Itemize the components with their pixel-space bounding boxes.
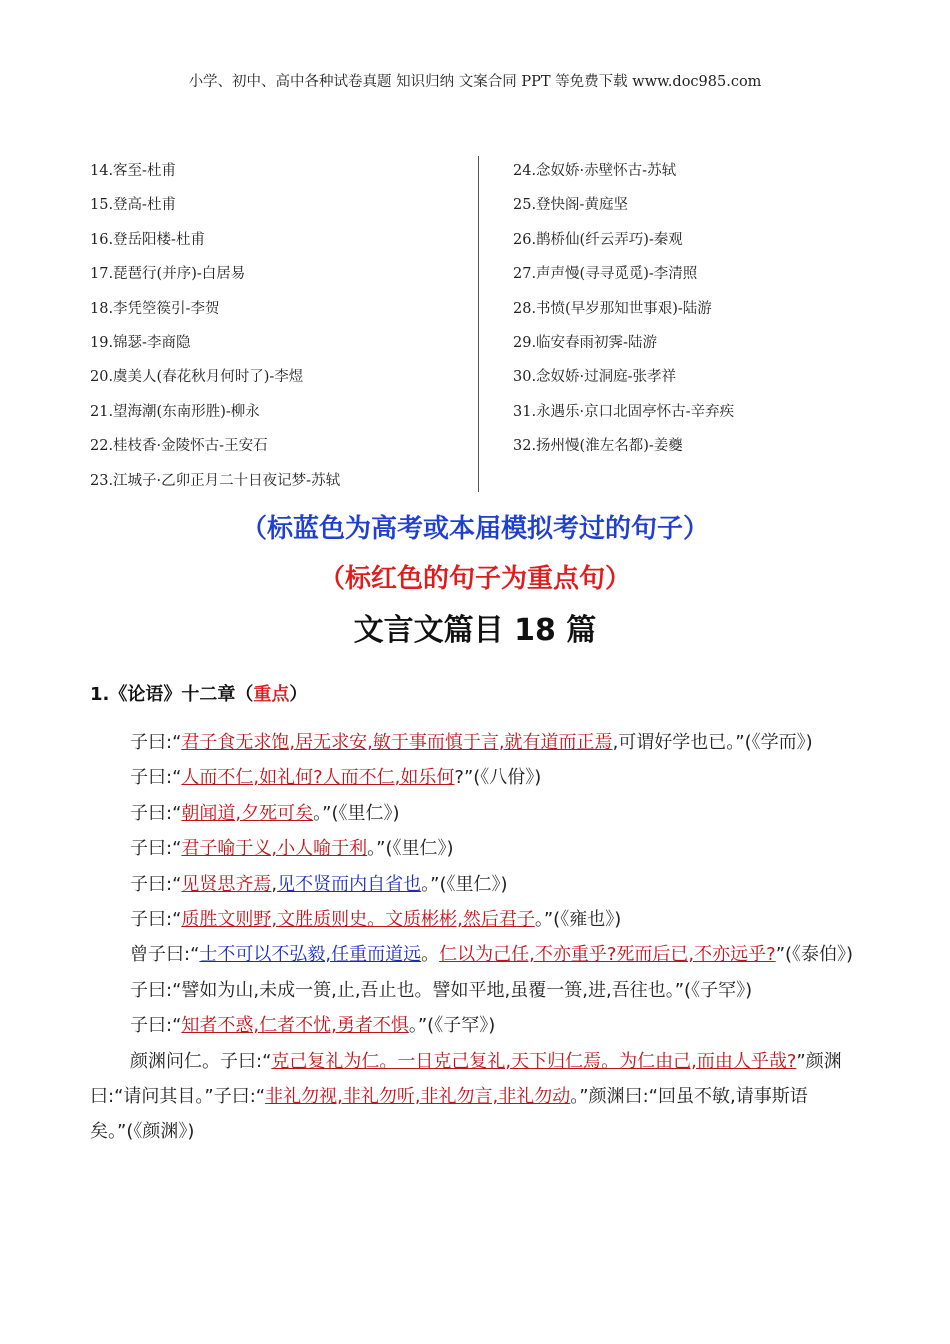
lunyu-title: 1.《论语》十二章（	[90, 684, 254, 705]
poem-item: 16.登岳阳楼-杜甫	[90, 231, 205, 248]
text-segment: 子曰:“	[130, 1015, 182, 1037]
poem-item: 25.登快阁-黄庭坚	[513, 197, 628, 214]
section-title: 文言文篇目 18 篇	[353, 613, 597, 648]
poem-item: 17.琵琶行(并序)-白居易	[90, 266, 246, 283]
paragraph	[90, 725, 868, 760]
text-segment: 。	[421, 944, 440, 966]
poem-item: 26.鹊桥仙(纤云弄巧)-秦观	[513, 231, 683, 248]
key-sentence-red: 见贤思齐焉	[181, 873, 272, 895]
text-segment: 。”(《里仁》)	[421, 873, 508, 895]
note-red: （标红色的句子为重点句）	[318, 564, 631, 594]
text-segment: 子曰:“	[130, 909, 182, 931]
poem-item: 30.念奴娇·过洞庭-张孝祥	[513, 369, 677, 386]
text-segment: ,可谓好学也已。”(《学而》)	[612, 732, 813, 753]
poem-item: 21.望海潮(东南形胜)-柳永	[90, 403, 260, 420]
key-sentence-red: 非礼勿视,非礼勿听,非礼勿言,非礼勿动	[265, 1086, 571, 1108]
paragraph	[90, 973, 868, 1008]
poem-item: 14.客至-杜甫	[90, 163, 176, 179]
lunyu-close: ）	[289, 684, 308, 705]
paragraph	[90, 867, 868, 902]
exam-sentence-blue: 见不贤而内自省也	[277, 873, 422, 895]
paragraph	[90, 937, 868, 972]
key-sentence-red: 质胜文则野,文胜质则史。文质彬彬,然后君子	[181, 909, 535, 931]
poem-item: 24.念奴娇·赤壁怀古-苏轼	[513, 163, 677, 179]
text-segment: 。”(《里仁》)	[367, 838, 454, 860]
text-segment: 子曰:“譬如为山,未成一篑,止,吾止也。譬如平地,虽覆一篑,进,吾往也。”(《子罕》)	[130, 979, 753, 1001]
lunyu-text	[90, 725, 868, 1150]
poem-item: 28.书愤(早岁那知世事艰)-陆游	[513, 300, 712, 317]
text-segment: 子曰:“	[130, 873, 182, 895]
key-sentence-red: 人而不仁,如礼何?人而不仁,如乐何	[181, 767, 455, 789]
poem-item: 31.永遇乐·京口北固亭怀古-辛弃疾	[513, 403, 735, 420]
poem-list-right	[513, 158, 734, 468]
poem-item: 22.桂枝香·金陵怀古-王安石	[90, 438, 268, 455]
poem-item: 18.李凭箜篌引-李贺	[90, 300, 220, 317]
poem-item: 19.锦瑟-李商隐	[90, 334, 191, 351]
paragraph	[90, 796, 868, 831]
paragraph	[90, 902, 868, 937]
poem-item: 32.扬州慢(淮左名都)-姜夔	[513, 438, 683, 455]
text-segment: 。”(《雍也》)	[534, 909, 622, 931]
text-segment: ”(《泰伯》)	[775, 944, 854, 966]
paragraph	[90, 1008, 868, 1043]
text-segment: 子曰:“	[130, 767, 182, 789]
paragraph	[90, 1044, 868, 1150]
poem-list-left	[90, 158, 340, 502]
text-segment: 子曰:“	[130, 732, 182, 753]
key-sentence-red: 知者不惑,仁者不忧,勇者不惧	[181, 1015, 409, 1037]
poem-item: 15.登高-杜甫	[90, 197, 176, 214]
text-segment: 。”(《子罕》)	[408, 1015, 496, 1037]
key-sentence-red: 克己复礼为仁。一日克己复礼,天下归仁焉。为仁由己,而由人乎哉?	[271, 1050, 797, 1072]
page-header: 小学、初中、高中各种试卷真题 知识归纳 文案合同 PPT 等免费下载 www.doc985.com	[188, 74, 762, 90]
text-segment: ?”(《八佾》)	[454, 767, 542, 789]
key-tag: 重点	[253, 684, 290, 705]
poem-item: 27.声声慢(寻寻觅觅)-李清照	[513, 266, 698, 283]
poem-item: 29.临安春雨初霁-陆游	[513, 334, 657, 351]
exam-sentence-blue: 士不可以不弘毅,任重而道远	[199, 944, 422, 966]
column-divider	[478, 156, 479, 492]
text-segment: ,	[271, 873, 278, 895]
paragraph	[90, 760, 868, 795]
key-sentence-red: 君子食无求饱,居无求安,敏于事而慎于言,就有道而正焉	[181, 732, 613, 753]
key-sentence-red: 君子喻于义,小人喻于利	[181, 838, 368, 860]
lunyu-heading	[90, 680, 307, 706]
text-segment: 。”颜渊曰:“回虽不敏,请事斯语矣。”(《颜渊》)	[90, 1086, 808, 1143]
text-segment: 曾子曰:“	[130, 944, 200, 966]
text-segment: 子曰:“	[130, 802, 182, 824]
key-sentence-red: 仁以为己任,不亦重乎?死而后已,不亦远乎?	[439, 944, 776, 966]
poem-item: 23.江城子·乙卯正月二十日夜记梦-苏轼	[90, 472, 341, 489]
text-segment: 颜渊问仁。子曰:“	[130, 1050, 272, 1072]
text-segment: 。”(《里仁》)	[313, 802, 400, 824]
text-segment: 子曰:“	[130, 838, 182, 860]
paragraph	[90, 831, 868, 866]
poem-item: 20.虞美人(春花秋月何时了)-李煜	[90, 369, 304, 386]
note-blue: （标蓝色为高考或本届模拟考过的句子）	[240, 514, 709, 544]
key-sentence-red: 朝闻道,夕死可矣	[181, 802, 314, 824]
text-segment: ”颜渊曰:“请问其目。”子曰:“	[90, 1050, 842, 1108]
